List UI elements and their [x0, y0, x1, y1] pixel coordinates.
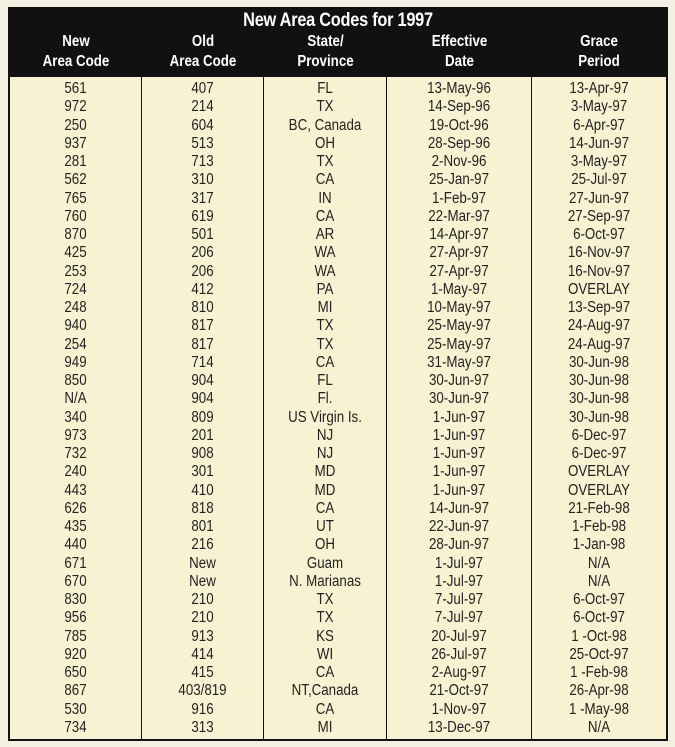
table-cell: 24-Aug-97 [567, 317, 631, 335]
table-cell: 765 [64, 189, 87, 207]
table-cell: 626 [64, 499, 87, 517]
table-cell: 407 [191, 80, 214, 97]
table-cell: 920 [64, 645, 87, 663]
table-cell: 561 [64, 80, 87, 97]
table-cell: FL [317, 80, 333, 97]
table-cell: N/A [587, 718, 611, 736]
table-cell: 16-Nov-97 [567, 244, 631, 262]
table-cell: 443 [64, 481, 87, 499]
table-cell: MD [314, 481, 336, 499]
table-cell: 785 [64, 627, 87, 645]
table-cell: 3-May-97 [570, 153, 628, 170]
table-cell: 13-Apr-97 [569, 80, 629, 97]
table-cell: 25-May-97 [427, 317, 491, 335]
table-header [10, 9, 666, 77]
table-cell: 13-Dec-97 [427, 718, 491, 736]
table-cell: 6-Oct-97 [573, 609, 625, 627]
table-cell: 3-May-97 [570, 98, 628, 116]
table-cell: N. Marianas [289, 572, 361, 590]
table-cell: 6-Dec-97 [571, 426, 627, 444]
table-cell: 714 [191, 353, 214, 371]
table-cell: WA [314, 262, 336, 280]
table-cell: 949 [64, 353, 87, 371]
table-cell: 26-Apr-98 [569, 682, 629, 700]
table-cell: 810 [191, 299, 214, 316]
table-cell: 240 [64, 463, 87, 481]
table-cell: AR [315, 226, 335, 243]
table-cell: 206 [191, 262, 214, 280]
table-cell: 26-Jul-97 [431, 645, 487, 663]
table-cell: MD [314, 463, 336, 481]
table-cell: 25-Jul-97 [571, 171, 627, 189]
header-line: Old [191, 33, 215, 50]
table-cell: 310 [191, 171, 214, 189]
table-cell: 254 [64, 335, 87, 353]
column-header-old-area-code [151, 32, 256, 72]
table-cell: 317 [191, 189, 214, 207]
table-cell: 916 [191, 700, 214, 718]
table-cell: Fl. [317, 390, 333, 408]
table-cell: 830 [64, 591, 87, 608]
table-cell: FL [317, 372, 333, 389]
table-cell: 1-Jun-97 [432, 463, 486, 481]
table-cell: 562 [64, 171, 87, 189]
table-cell: 14-Jun-97 [428, 499, 490, 517]
table-cell: 940 [64, 317, 87, 335]
table-cell: 13-May-96 [427, 80, 491, 97]
table-cell: 313 [191, 718, 214, 736]
table-cell: CA [315, 700, 335, 718]
table-cell: Guam [306, 554, 344, 572]
table-cell: 214 [191, 98, 214, 116]
table-cell: NT,Canada [291, 682, 359, 700]
table-cell: 1-Jun-97 [432, 408, 486, 426]
table-cell: 30-Jun-98 [568, 390, 630, 408]
table-cell: 6-Apr-97 [573, 116, 625, 134]
table-cell: 713 [191, 153, 214, 170]
table-cell: 913 [191, 627, 214, 645]
header-line: Area Code [42, 53, 110, 70]
table-cell: 301 [191, 463, 214, 481]
table-cell: N/A [587, 572, 611, 590]
header-line: Period [578, 53, 620, 70]
table-cell: 972 [64, 98, 87, 116]
table-cell: 1-Jul-97 [434, 572, 484, 590]
column-old-area-code [142, 77, 264, 739]
table-cell: 513 [191, 134, 214, 152]
table-cell: 809 [191, 408, 214, 426]
table-cell: 412 [191, 280, 214, 298]
table-cell: 415 [191, 664, 214, 681]
table-cell: 19-Oct-96 [429, 116, 489, 134]
table-cell: 250 [64, 116, 87, 134]
table-cell: 27-Apr-97 [429, 262, 489, 280]
table-cell: 440 [64, 536, 87, 554]
table-cell: TX [316, 335, 334, 353]
table-cell: 27-Sep-97 [567, 207, 631, 225]
table-cell: 501 [191, 226, 214, 243]
column-headers [10, 32, 666, 72]
table-cell: 1 -Feb-98 [570, 664, 628, 681]
table-cell: 904 [191, 372, 214, 389]
table-cell: CA [315, 499, 335, 517]
table-cell: 817 [191, 335, 214, 353]
table-cell: 1-May-97 [430, 280, 488, 298]
table-cell: 6-Oct-97 [573, 226, 625, 243]
table-cell: NJ [316, 426, 334, 444]
table-cell: 671 [64, 554, 87, 572]
table-cell: 650 [64, 664, 87, 681]
table-cell: 619 [191, 207, 214, 225]
table-cell: 1-Jan-98 [572, 536, 626, 554]
table-cell: 2-Aug-97 [431, 664, 487, 681]
column-header-state-province [273, 32, 379, 72]
header-line: Effective [431, 33, 488, 50]
table-cell: 1-Feb-97 [431, 189, 487, 207]
table-cell: 1-Jun-97 [432, 445, 486, 462]
table-title: New Area Codes for 1997 [243, 10, 433, 31]
table-cell: 216 [191, 536, 214, 554]
table-cell: 30-Jun-97 [428, 390, 490, 408]
table-cell: New [189, 554, 216, 572]
table-cell: 908 [191, 445, 214, 462]
table-cell: 16-Nov-97 [567, 262, 631, 280]
table-cell: 30-Jun-97 [428, 372, 490, 389]
column-header-new-area-code [19, 32, 133, 72]
table-cell: 1-Jun-97 [432, 481, 486, 499]
table-cell: 818 [191, 499, 214, 517]
table-cell: 201 [191, 426, 214, 444]
column-state-province [264, 77, 387, 739]
table-cell: BC, Canada [288, 116, 362, 134]
table-cell: TX [316, 591, 334, 608]
table-cell: OH [315, 536, 335, 554]
table-cell: 21-Feb-98 [568, 499, 630, 517]
column-new-area-code [10, 77, 142, 739]
table-cell: 210 [191, 609, 214, 627]
table-cell: 281 [64, 153, 87, 170]
table-cell: 604 [191, 116, 214, 134]
table-cell: 1-Nov-97 [431, 700, 487, 718]
table-cell: 22-Jun-97 [428, 518, 490, 535]
table-cell: CA [315, 207, 335, 225]
table-cell: 1-Jun-97 [432, 426, 486, 444]
table-cell: 1 -Oct-98 [571, 627, 627, 645]
area-codes-table [8, 7, 668, 741]
header-line: Province [297, 53, 354, 70]
table-cell: 340 [64, 408, 87, 426]
table-cell: 2-Nov-96 [431, 153, 487, 170]
table-cell: 850 [64, 372, 87, 389]
table-cell: 937 [64, 134, 87, 152]
table-body [10, 77, 666, 739]
table-cell: CA [315, 171, 335, 189]
column-effective-date [387, 77, 532, 739]
table-cell: 14-Apr-97 [429, 226, 489, 243]
table-cell: 25-May-97 [427, 335, 491, 353]
table-cell: 13-Sep-97 [567, 299, 631, 316]
table-cell: 6-Oct-97 [573, 591, 625, 608]
table-cell: TX [316, 609, 334, 627]
table-cell: 1-Feb-98 [571, 518, 627, 535]
table-cell: 425 [64, 244, 87, 262]
table-cell: 1-Jul-97 [434, 554, 484, 572]
header-line: Date [445, 53, 474, 70]
table-cell: 801 [191, 518, 214, 535]
table-cell: 22-Mar-97 [428, 207, 490, 225]
table-cell: 253 [64, 262, 87, 280]
table-cell: 973 [64, 426, 87, 444]
table-cell: US Virgin Is. [288, 408, 362, 426]
table-cell: 30-Jun-98 [568, 408, 630, 426]
table-cell: 670 [64, 572, 87, 590]
table-cell: 1 -May-98 [568, 700, 630, 718]
table-cell: 206 [191, 244, 214, 262]
table-cell: 27-Apr-97 [429, 244, 489, 262]
table-cell: 530 [64, 700, 87, 718]
column-header-effective-date [397, 32, 522, 72]
table-cell: 31-May-97 [427, 353, 491, 371]
table-cell: 867 [64, 682, 87, 700]
table-cell: 817 [191, 317, 214, 335]
table-cell: NJ [316, 445, 334, 462]
table-cell: 6-Dec-97 [571, 445, 627, 462]
table-cell: 21-Oct-97 [429, 682, 489, 700]
table-cell: UT [316, 518, 334, 535]
table-cell: 248 [64, 299, 87, 316]
table-cell: 28-Jun-97 [428, 536, 490, 554]
table-cell: N/A [587, 554, 611, 572]
header-line: State/ [307, 33, 344, 50]
table-cell: 24-Aug-97 [567, 335, 631, 353]
table-cell: PA [316, 280, 334, 298]
table-cell: CA [315, 353, 335, 371]
table-cell: 20-Jul-97 [431, 627, 487, 645]
table-cell: 734 [64, 718, 87, 736]
table-cell: 760 [64, 207, 87, 225]
table-cell: OVERLAY [567, 280, 630, 298]
table-cell: 30-Jun-98 [568, 372, 630, 389]
table-cell: KS [316, 627, 334, 645]
table-cell: 732 [64, 445, 87, 462]
table-cell: 30-Jun-98 [568, 353, 630, 371]
table-cell: TX [316, 317, 334, 335]
table-cell: WA [314, 244, 336, 262]
table-cell: 7-Jul-97 [434, 609, 484, 627]
table-cell: New [189, 572, 216, 590]
table-cell: 10-May-97 [427, 299, 491, 316]
table-cell: 7-Jul-97 [434, 591, 484, 608]
table-cell: 25-Jan-97 [428, 171, 490, 189]
table-cell: CA [315, 664, 335, 681]
table-cell: 414 [191, 645, 214, 663]
table-cell: WI [316, 645, 334, 663]
header-line: Grace [580, 33, 618, 50]
table-cell: 28-Sep-96 [427, 134, 491, 152]
table-cell: 25-Oct-97 [569, 645, 629, 663]
table-cell: 14-Jun-97 [568, 134, 630, 152]
table-cell: 956 [64, 609, 87, 627]
table-cell: TX [316, 153, 334, 170]
table-cell: OVERLAY [567, 463, 630, 481]
table-cell: 410 [191, 481, 214, 499]
table-cell: 870 [64, 226, 87, 243]
table-cell: 724 [64, 280, 87, 298]
table-cell: IN [318, 189, 332, 207]
header-line: New [62, 33, 90, 50]
table-cell: TX [316, 98, 334, 116]
table-cell: N/A [64, 390, 87, 408]
table-cell: MI [317, 299, 333, 316]
table-cell: 435 [64, 518, 87, 535]
table-cell: MI [317, 718, 333, 736]
table-cell: 27-Jun-97 [568, 189, 630, 207]
table-cell: 210 [191, 591, 214, 608]
table-cell: OH [315, 134, 335, 152]
table-cell: 403/819 [178, 682, 227, 700]
table-cell: 14-Sep-96 [427, 98, 491, 116]
header-line: Area Code [169, 53, 237, 70]
table-cell: OVERLAY [567, 481, 630, 499]
column-header-grace-period [541, 32, 656, 72]
column-grace-period [532, 77, 666, 739]
table-cell: 904 [191, 390, 214, 408]
